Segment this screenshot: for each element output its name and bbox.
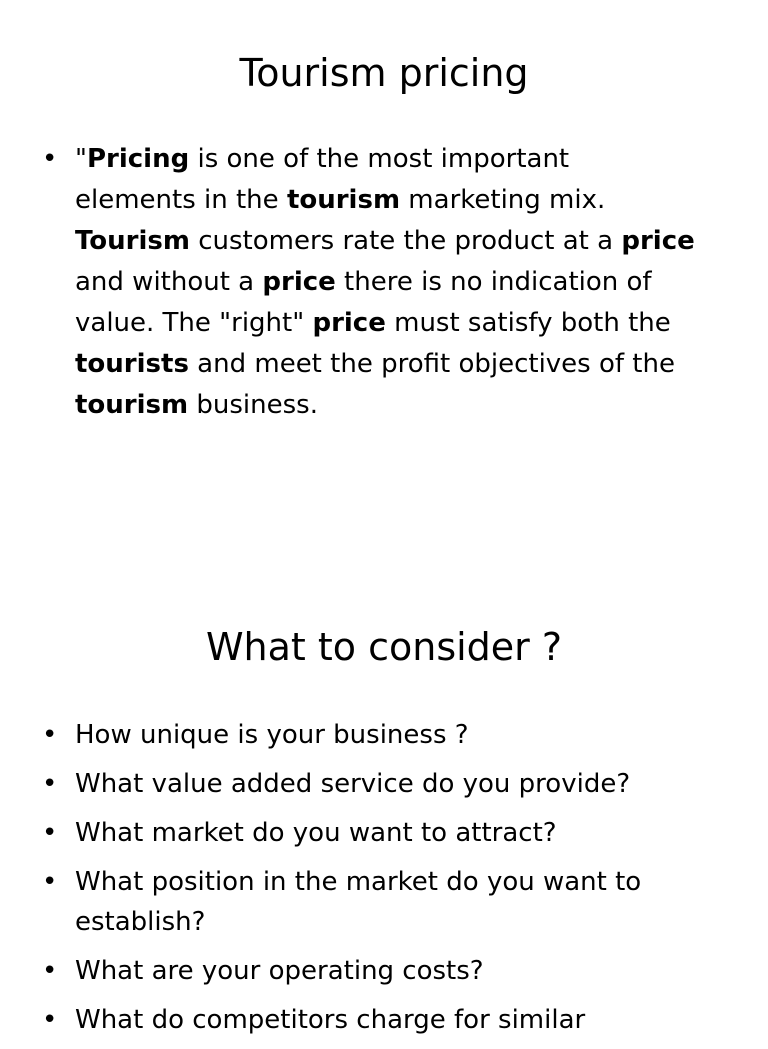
bold-term: tourists: [75, 349, 189, 379]
bullet-icon: •: [42, 720, 58, 750]
text-run: ": [75, 144, 87, 174]
bullet-text: [75, 139, 732, 426]
bullet-icon: •: [42, 956, 58, 986]
slide-title: Tourism pricing: [239, 51, 529, 95]
bullet-list: [42, 139, 732, 426]
bullet-icon: •: [42, 769, 58, 799]
paragraph-line: [75, 385, 732, 426]
bullet-item: [42, 764, 732, 804]
bullet-text: establish?: [75, 907, 206, 937]
text-run: and meet the profit objectives of the: [188, 349, 675, 379]
slide-title: What to consider ?: [205, 625, 563, 669]
bold-term: Pricing: [86, 144, 190, 174]
bullet-icon: •: [42, 867, 58, 897]
text-run: marketing mix.: [400, 185, 606, 215]
text-run: customers rate the product at a: [189, 226, 622, 256]
bullet-item-pricing-definition: [42, 139, 732, 426]
bullet-text: What value added service do you provide?: [75, 769, 631, 799]
bullet-item: [42, 862, 732, 942]
paragraph-line: [75, 221, 732, 262]
bullet-text: What position in the market do you want to: [75, 867, 642, 897]
slide-what-to-consider: [0, 512, 768, 1035]
text-run: there is no indication of: [335, 267, 652, 297]
bold-term: tourism: [286, 185, 401, 215]
bullet-text: What market do you want to attract?: [75, 818, 557, 848]
bold-term: price: [621, 226, 695, 256]
bullet-item: [42, 715, 732, 755]
bullet-icon: •: [42, 818, 58, 848]
text-run: value. The "right": [75, 308, 313, 338]
paragraph-line: [75, 344, 732, 385]
bullet-text: What are your operating costs?: [75, 956, 484, 986]
text-run: business.: [188, 390, 318, 420]
bold-term: Tourism: [75, 226, 190, 256]
text-run: must satisfy both the: [385, 308, 671, 338]
bullet-item: [42, 951, 732, 991]
bullet-text: How unique is your business ?: [75, 720, 469, 750]
text-run: is one of the most important: [189, 144, 570, 174]
paragraph-line: [75, 180, 732, 221]
paragraph-line: [75, 303, 732, 344]
bullet-text: What do competitors charge for similar: [75, 1005, 586, 1035]
paragraph-line: [75, 262, 732, 303]
bullet-item: [42, 813, 732, 853]
bold-term: tourism: [75, 390, 189, 420]
paragraph-line: [75, 139, 732, 180]
bullet-item: [42, 1000, 732, 1040]
bold-term: price: [312, 308, 386, 338]
bullet-icon: •: [42, 144, 58, 174]
text-run: elements in the: [75, 185, 287, 215]
bullet-list: [42, 715, 732, 1049]
bullet-icon: •: [42, 1005, 58, 1035]
slide-tourism-pricing: [0, 0, 768, 512]
bold-term: price: [262, 267, 336, 297]
text-run: and without a: [75, 267, 263, 297]
